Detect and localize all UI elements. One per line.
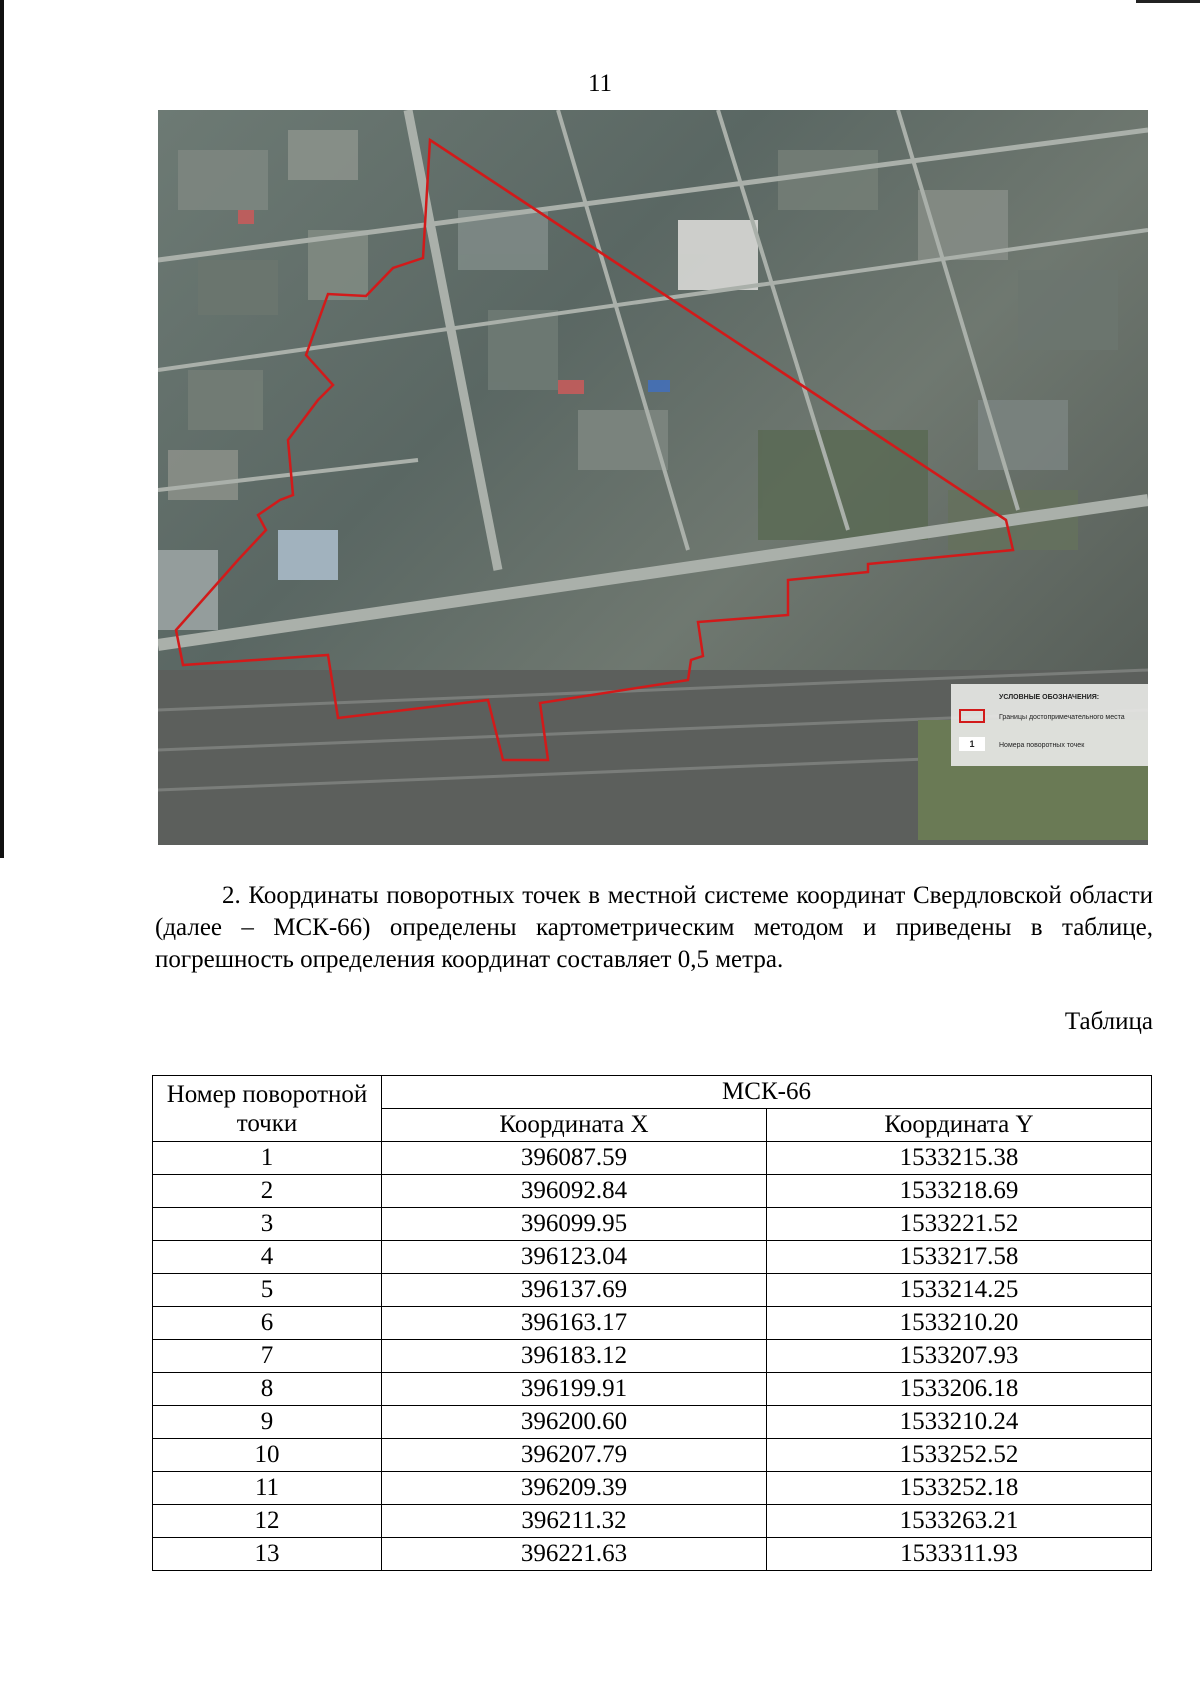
cell-point-number: 9 <box>153 1406 382 1439</box>
table-row <box>153 1142 1152 1175</box>
cell-coordinate-y: 1533206.18 <box>767 1373 1152 1406</box>
table-row <box>153 1274 1152 1307</box>
cell-coordinate-y: 1533210.24 <box>767 1406 1152 1439</box>
cell-coordinate-x: 396099.95 <box>382 1208 767 1241</box>
cell-coordinate-y: 1533214.25 <box>767 1274 1152 1307</box>
cell-point-number: 10 <box>153 1439 382 1472</box>
table-row <box>153 1505 1152 1538</box>
cell-point-number: 8 <box>153 1373 382 1406</box>
map-legend <box>951 684 1148 766</box>
table-row <box>153 1241 1152 1274</box>
table-row <box>153 1406 1152 1439</box>
cell-coordinate-x: 396200.60 <box>382 1406 767 1439</box>
cell-point-number: 6 <box>153 1307 382 1340</box>
legend-number-sample: 1 <box>959 737 985 751</box>
cell-point-number: 11 <box>153 1472 382 1505</box>
table-row <box>153 1373 1152 1406</box>
cell-coordinate-x: 396221.63 <box>382 1538 767 1571</box>
cell-point-number: 13 <box>153 1538 382 1571</box>
cell-coordinate-x: 396207.79 <box>382 1439 767 1472</box>
cell-point-number: 5 <box>153 1274 382 1307</box>
table-caption: Таблица <box>1064 1008 1153 1035</box>
legend-title: УСЛОВНЫЕ ОБОЗНАЧЕНИЯ: <box>999 694 1100 701</box>
scan-edge <box>1136 0 1200 3</box>
cell-coordinate-y: 1533215.38 <box>767 1142 1152 1175</box>
header-y: Координата Y <box>767 1109 1152 1142</box>
cell-coordinate-x: 396199.91 <box>382 1373 767 1406</box>
page-number: 11 <box>587 70 613 97</box>
scan-edge <box>0 0 4 858</box>
cell-point-number: 7 <box>153 1340 382 1373</box>
cell-coordinate-y: 1533221.52 <box>767 1208 1152 1241</box>
cell-coordinate-y: 1533210.20 <box>767 1307 1152 1340</box>
legend-boundary-label: Границы достопримечательного места <box>999 714 1125 721</box>
cell-point-number: 1 <box>153 1142 382 1175</box>
cell-coordinate-x: 396211.32 <box>382 1505 767 1538</box>
cell-coordinate-y: 1533252.52 <box>767 1439 1152 1472</box>
cell-coordinate-x: 396209.39 <box>382 1472 767 1505</box>
table-row <box>153 1307 1152 1340</box>
cell-coordinate-y: 1533217.58 <box>767 1241 1152 1274</box>
header-system: МСК-66 <box>382 1076 1152 1109</box>
satellite-map <box>158 110 1148 845</box>
table-header-row <box>153 1076 1152 1109</box>
cell-coordinate-y: 1533263.21 <box>767 1505 1152 1538</box>
cell-coordinate-x: 396092.84 <box>382 1175 767 1208</box>
legend-boundary-swatch <box>959 709 985 723</box>
cell-point-number: 2 <box>153 1175 382 1208</box>
cell-coordinate-x: 396183.12 <box>382 1340 767 1373</box>
header-x: Координата X <box>382 1109 767 1142</box>
table-row <box>153 1439 1152 1472</box>
cell-point-number: 4 <box>153 1241 382 1274</box>
table-row <box>153 1472 1152 1505</box>
cell-coordinate-y: 1533207.93 <box>767 1340 1152 1373</box>
body-paragraph: 2. Координаты поворотных точек в местной системе координат Свердловской области (далее – МСК-66) определены картометрическим методом и приведены в таблице, погрешность определения координат составляет 0,5 метра. <box>155 882 1153 973</box>
header-point-number: Номер поворотной точки <box>153 1076 382 1142</box>
cell-coordinate-x: 396163.17 <box>382 1307 767 1340</box>
cell-point-number: 12 <box>153 1505 382 1538</box>
table-row <box>153 1175 1152 1208</box>
cell-coordinate-y: 1533311.93 <box>767 1538 1152 1571</box>
cell-coordinate-x: 396123.04 <box>382 1241 767 1274</box>
cell-point-number: 3 <box>153 1208 382 1241</box>
cell-coordinate-x: 396137.69 <box>382 1274 767 1307</box>
table-row <box>153 1208 1152 1241</box>
table-row <box>153 1538 1152 1571</box>
legend-number-label: Номера поворотных точек <box>999 742 1085 749</box>
cell-coordinate-x: 396087.59 <box>382 1142 767 1175</box>
coordinates-table <box>152 1075 1152 1571</box>
cell-coordinate-y: 1533218.69 <box>767 1175 1152 1208</box>
cell-coordinate-y: 1533252.18 <box>767 1472 1152 1505</box>
table-row <box>153 1340 1152 1373</box>
